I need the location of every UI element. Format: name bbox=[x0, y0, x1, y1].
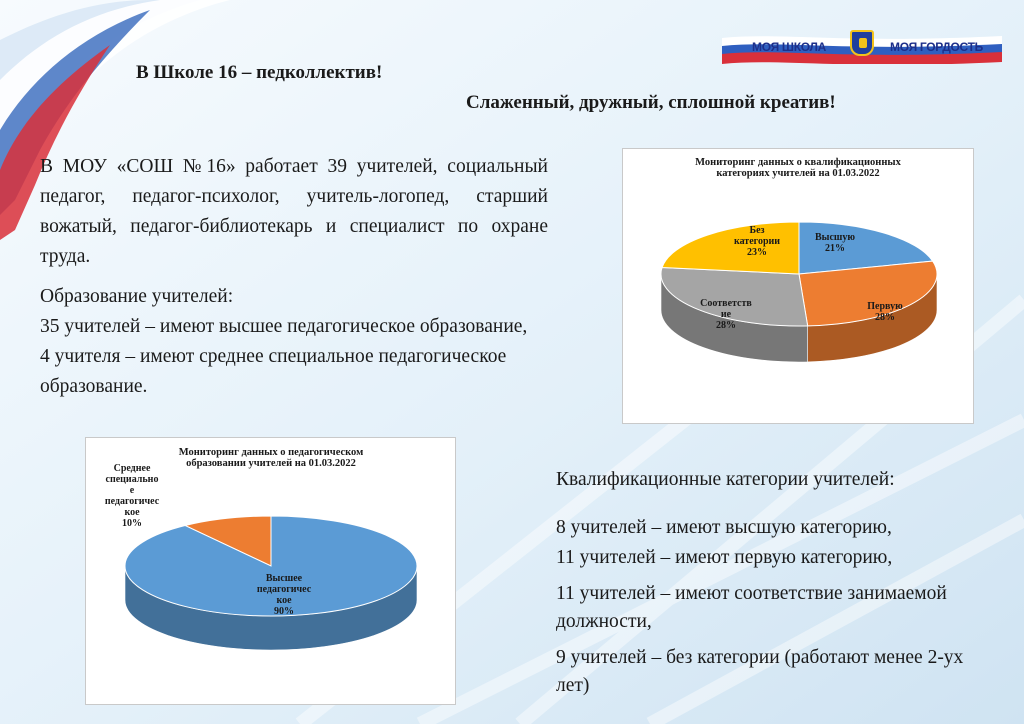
education-line-higher: 35 учителей – имеют высшее педагогическое образование, bbox=[40, 316, 528, 337]
education-chart-box bbox=[85, 437, 456, 705]
edu-title: Мониторинг данных о педагогическом образовании учителей на 01.03.2022 bbox=[178, 447, 364, 469]
qualification-chart-box bbox=[622, 148, 974, 424]
qual-label-1: Первую 28% bbox=[867, 301, 903, 323]
qual-slice-3 bbox=[662, 222, 799, 274]
education-heading: Образование учителей: bbox=[40, 286, 234, 307]
banner-left-text: МОЯ ШКОЛА bbox=[752, 40, 826, 54]
qualification-chart bbox=[623, 149, 973, 423]
banner-right-text: МОЯ ГОРДОСТЬ bbox=[890, 40, 983, 54]
qualification-line-first: 11 учителей – имеют первую категорию, bbox=[556, 547, 893, 568]
school-crest-icon bbox=[850, 30, 874, 56]
qual-label-3: Без категории 23% bbox=[733, 225, 781, 258]
edu-label-1: Высшее педагогичес кое 90% bbox=[256, 573, 312, 617]
page-title: В Школе 16 – педколлектив! bbox=[136, 62, 383, 83]
qualification-block bbox=[556, 466, 996, 700]
qual-label-2: Соответств ие 28% bbox=[700, 298, 752, 331]
staff-paragraph: В МОУ «СОШ №16» работает 39 учителей, социальный педагог, педагог-психолог, учитель-логопед, старший вожатый, педагог-библиотекарь и специалист по охране труда. bbox=[40, 156, 548, 267]
education-line-secondary: 4 учителя – имеют среднее специальное педагогическое образование. bbox=[40, 346, 507, 397]
education-chart bbox=[86, 438, 455, 704]
qualification-line-highest: 8 учителей – имеют высшую категорию, bbox=[556, 517, 892, 538]
edu-label-0: Среднее специально е педагогичес кое 10% bbox=[104, 463, 160, 529]
education-block bbox=[40, 282, 540, 402]
qualification-line-conformity: 11 учителей – имеют соответствие занимаемой должности, bbox=[556, 583, 947, 632]
edu-slice-1 bbox=[125, 516, 417, 616]
page-subtitle: Слаженный, дружный, сплошной креатив! bbox=[466, 92, 836, 113]
qual-title: Мониторинг данных о квалификационных категориях учителей на 01.03.2022 bbox=[695, 157, 901, 179]
qual-label-0: Высшую 21% bbox=[815, 232, 855, 254]
qualification-line-none: 9 учителей – без категории (работают менее 2-ух лет) bbox=[556, 647, 964, 696]
qualification-heading: Квалификационные категории учителей: bbox=[556, 469, 895, 490]
